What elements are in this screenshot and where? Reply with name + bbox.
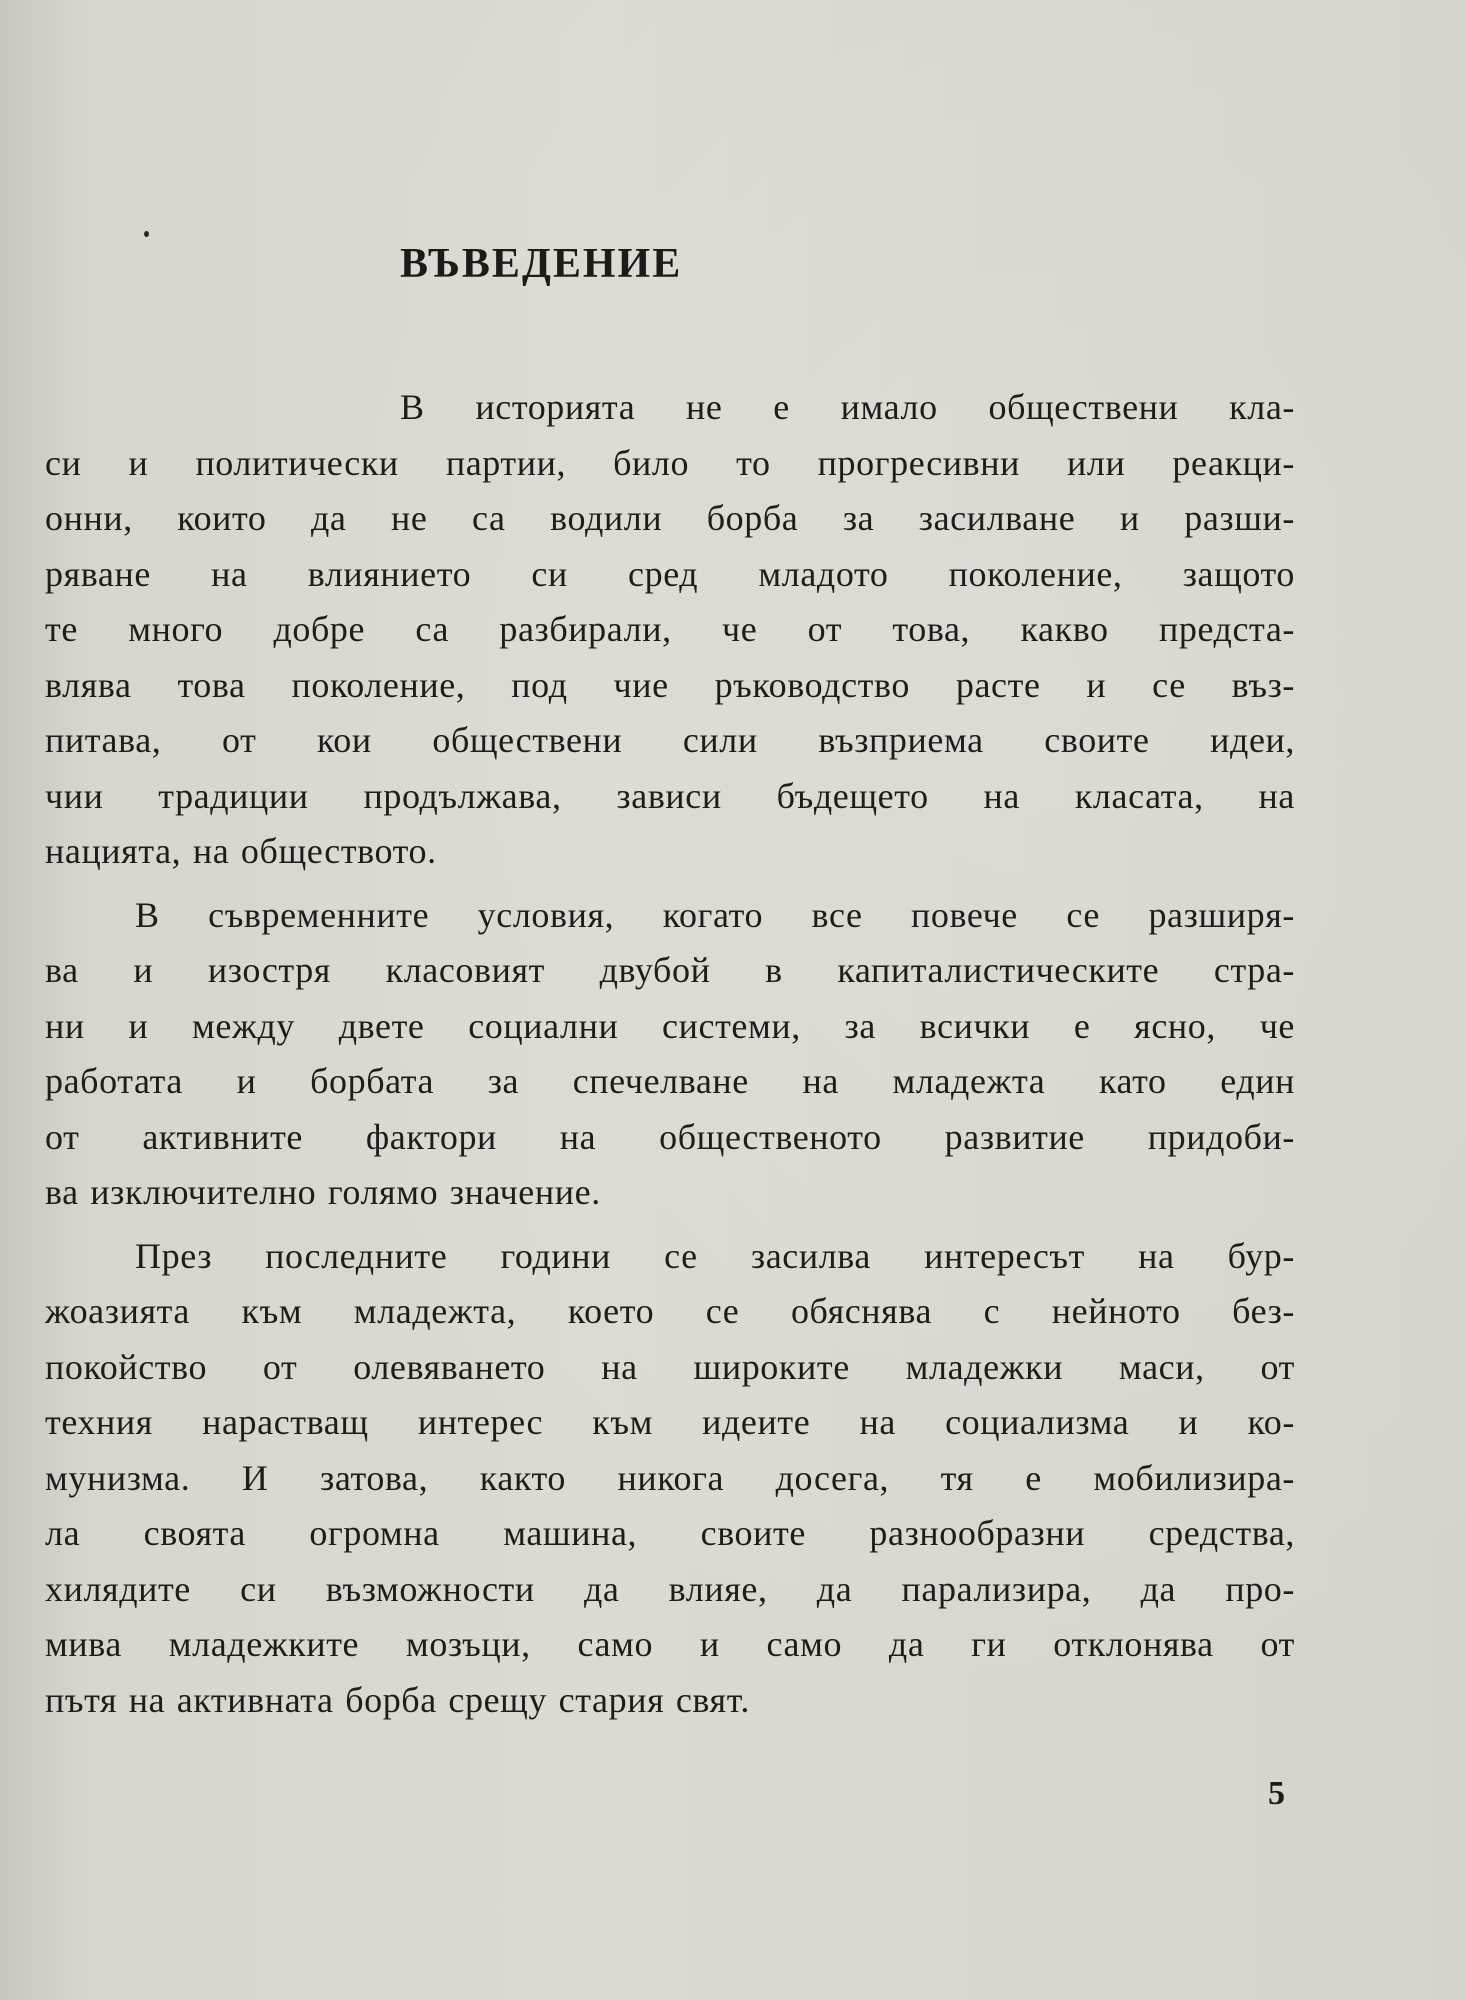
text-line: ни и между двете социални системи, за всички е ясно, че <box>45 1005 1295 1046</box>
paragraph-1 <box>45 380 1295 880</box>
text-line: техния нарастващ интерес към идеите на социализма и ко- <box>45 1402 1295 1442</box>
text-line: те много добре са разбирали, че от това, какво предста- <box>45 609 1295 649</box>
body-text <box>45 380 1295 1728</box>
text-line: покойство от олевяването на широките младежки маси, от <box>45 1346 1295 1387</box>
text-line: жоазията към младежта, което се обяснява с нейното без- <box>45 1291 1295 1331</box>
text-line: пътя на активната борба срещу стария свят. <box>45 1679 750 1720</box>
text-line: През последните години се засилва интересът на бур- <box>135 1235 1295 1276</box>
text-line: ла своята огромна машина, своите разнообразни средства, <box>45 1513 1295 1553</box>
text-line: В историята не е имало обществени кла- <box>400 387 1295 427</box>
ink-speck <box>144 231 149 237</box>
text-line: работата и борбата за спечелване на младежта като един <box>45 1061 1295 1101</box>
paragraph-2 <box>45 888 1295 1221</box>
text-line: от активните фактори на общественото развитие придоби- <box>45 1116 1295 1157</box>
text-line: ряване на влиянието си сред младото поколение, защото <box>45 553 1295 594</box>
page-number: 5 <box>1268 1775 1285 1812</box>
text-line: нацията, на обществото. <box>45 831 437 871</box>
text-line: си и политически партии, било то прогресивни или реакци- <box>45 442 1295 483</box>
text-line: В съвременните условия, когато все повече се разширя- <box>135 894 1295 935</box>
text-line: мунизма. И затова, както никога досега, тя е мобилизира- <box>45 1457 1295 1498</box>
text-line: мива младежките мозъци, само и само да ги отклонява от <box>45 1624 1295 1664</box>
text-line: ва и изостря класовият двубой в капиталистическите стра- <box>45 950 1295 990</box>
page-heading: ВЪВЕДЕНИЕ <box>400 241 683 287</box>
text-line: питава, от кои обществени сили възприема своите идеи, <box>45 720 1295 760</box>
paragraph-3 <box>45 1229 1295 1729</box>
text-line: чии традиции продължава, зависи бъдещето на класата, на <box>45 775 1295 816</box>
text-line: влява това поколение, под чие ръководство расте и се въз- <box>45 664 1295 705</box>
text-line: ва изключително голямо значение. <box>45 1172 601 1212</box>
text-line: онни, които да не са водили борба за засилване и разши- <box>45 498 1295 538</box>
text-line: хилядите си възможности да влияе, да парализира, да про- <box>45 1568 1295 1609</box>
